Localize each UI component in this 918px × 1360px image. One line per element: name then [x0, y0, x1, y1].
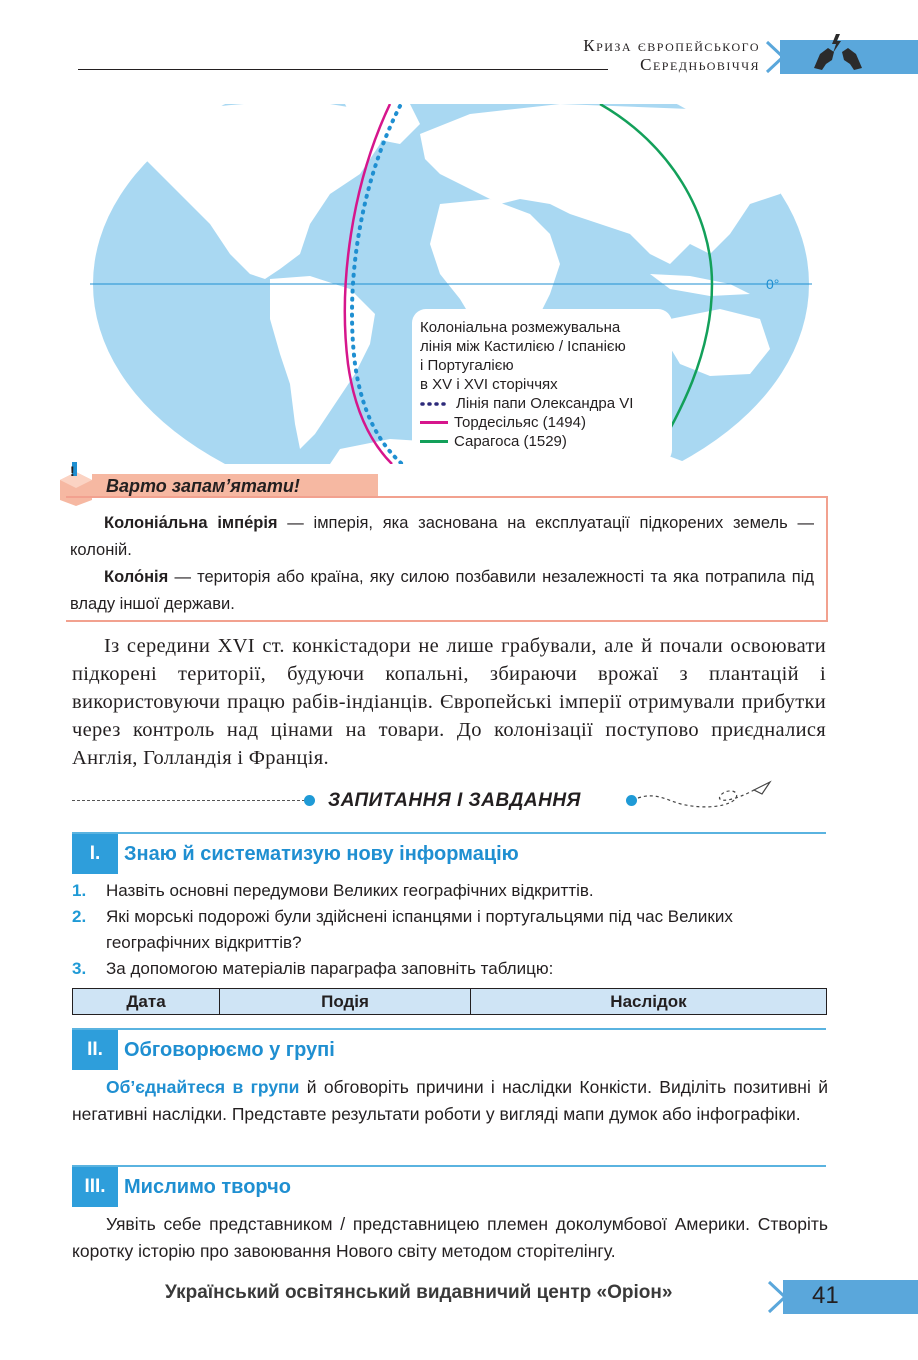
- question-text: Назвіть основні передумови Великих географічних відкриттів.: [106, 881, 594, 900]
- remember-title: Варто запам’ятати!: [106, 476, 300, 496]
- body-paragraph: Із середини XVI ст. конкістадори не лише грабували, але й почали освоювати підкорені території, будуючи копальні, збираючи врожаї з плантацій і використовуючи працю рабів-індіанців. Європейські імперії отримували прибутки через контроль над цінами на товари. До колонізації поступово приєдналися Англія, Голландія і Франція.: [72, 635, 826, 769]
- header-rule: [78, 69, 608, 70]
- question-number: 2.: [72, 907, 87, 926]
- section-number: II.: [72, 1030, 118, 1070]
- legend-label: Тордесільяс (1494): [454, 414, 586, 431]
- column-header-date: Дата: [73, 989, 220, 1014]
- legend-title-line: в XV і XVI сторіччях: [420, 376, 558, 393]
- legend-title-line: Колоніальна розмежувальна: [420, 319, 621, 336]
- question-text: За допомогою матеріалів параграфа заповніть таблицю:: [106, 959, 554, 978]
- legend-title-line: лінія між Кастилією / Іспанією: [420, 338, 626, 355]
- header-chevron-icon: [764, 40, 788, 74]
- term: Коло́нія: [104, 568, 169, 586]
- questions-header: ЗАПИТАННЯ І ЗАВДАННЯ: [328, 790, 581, 811]
- paper-plane-icon: [636, 778, 776, 812]
- map-legend: [420, 318, 633, 451]
- legend-title-line: і Португалією: [420, 357, 514, 374]
- dotted-rule: [72, 800, 310, 801]
- question-text: Які морські подорожі були здійснені іспанцями і португальцями під час Великих географічних відкриттів?: [106, 907, 733, 952]
- remember-text: [70, 510, 814, 618]
- section-number: III.: [72, 1167, 118, 1207]
- question-item: [72, 904, 828, 956]
- page-number: 41: [812, 1282, 839, 1309]
- chapter-title: [583, 36, 760, 74]
- column-header-event: Подія: [220, 989, 471, 1014]
- term: Колоніа́льна імпе́рія: [104, 514, 278, 532]
- highlight: Об’єднайтеся в групи: [106, 1077, 300, 1097]
- bullet-dot-icon: [304, 795, 315, 806]
- legend-item-tordesillas: [420, 413, 633, 432]
- definition-colonial-empire: [70, 510, 814, 564]
- legend-item-pope: [420, 394, 633, 413]
- section-3-text: Уявіть себе представником / представницею племен доколумбової Америки. Створіть коротку історію про завоювання Нового світу методом сторітелінгу.: [72, 1214, 828, 1261]
- section-rule: [72, 1165, 826, 1167]
- definition: — імперія, яка заснована на експлуатації підкорених земель — колоній.: [70, 514, 815, 559]
- svg-text:!: !: [70, 463, 75, 479]
- question-item: [72, 878, 828, 904]
- fists-icon: [806, 32, 870, 74]
- legend-label: Сарагоса (1529): [454, 433, 567, 450]
- definition: — територія або країна, яку силою позбавили незалежності та яка потрапила під владу іншої держави.: [70, 568, 814, 613]
- legend-item-zaragoza: [420, 432, 633, 451]
- section-title: Обговорюємо у групі: [124, 1039, 335, 1061]
- definition-colony: [70, 564, 814, 618]
- green-line-icon: [420, 440, 448, 443]
- question-item: [72, 956, 828, 982]
- equator-label: 0°: [766, 276, 780, 292]
- question-number: 1.: [72, 881, 87, 900]
- question-number: 3.: [72, 959, 87, 978]
- footer-band: [783, 1280, 918, 1314]
- section-rule: [72, 832, 826, 834]
- section-2-text: [72, 1074, 828, 1128]
- section-rule: [72, 1028, 826, 1030]
- chapter-title-line2: Середньовіччя: [640, 55, 760, 74]
- section-number: I.: [72, 834, 118, 874]
- magenta-line-icon: [420, 421, 448, 424]
- question-list: [72, 878, 828, 982]
- task-text: й обговоріть причини і наслідки Конкісти. Виділіть позитивні й негативні наслідки. Представте результати роботи у вигляді мапи думок або інфографіки.: [72, 1077, 828, 1124]
- column-header-result: Наслідок: [610, 991, 687, 1011]
- legend-label: Лінія папи Олександра VI: [456, 395, 634, 412]
- publisher-name: Український освітянський видавничий центр «Оріон»: [165, 1282, 673, 1303]
- section-title: Мислимо творчо: [124, 1176, 291, 1198]
- section-title: Знаю й систематизую нову інформацію: [124, 843, 519, 865]
- chapter-title-line1: Криза європейського: [583, 36, 760, 55]
- fill-table-header: [72, 988, 827, 1015]
- dotted-line-icon: [420, 400, 450, 408]
